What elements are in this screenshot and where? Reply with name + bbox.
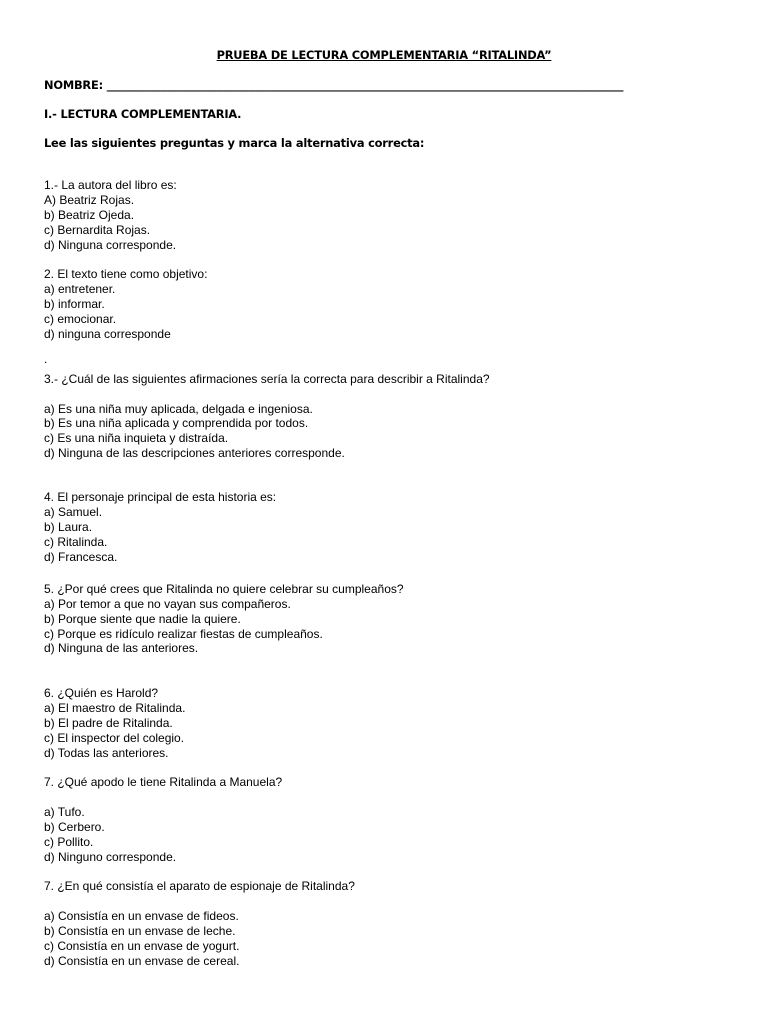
option-a: a) entretener. bbox=[44, 282, 116, 296]
option-a: a) Es una niña muy aplicada, delgada e ingeniosa. bbox=[44, 402, 313, 416]
option-b: b) informar. bbox=[44, 297, 105, 311]
option-c: c) El inspector del colegio. bbox=[44, 731, 185, 745]
option-a: a) El maestro de Ritalinda. bbox=[44, 701, 186, 715]
option-c: c) Ritalinda. bbox=[44, 535, 108, 549]
option-a: a) Consistía en un envase de fideos. bbox=[44, 909, 239, 923]
name-field-line: NOMBRE: ______________________________________________________________________________________________ bbox=[44, 78, 624, 92]
option-b: b) Es una niña aplicada y comprendida por todos. bbox=[44, 416, 309, 430]
option-d: d) Consistía en un envase de cereal. bbox=[44, 954, 240, 968]
option-d: d) ninguna corresponde bbox=[44, 327, 171, 341]
option-a: a) Samuel. bbox=[44, 505, 103, 519]
question-text: 4. El personaje principal de esta historia es: bbox=[44, 490, 277, 504]
option-d: d) Ninguno corresponde. bbox=[44, 850, 177, 864]
option-c: c) emocionar. bbox=[44, 312, 117, 326]
option-c: c) Pollito. bbox=[44, 835, 94, 849]
document-title: PRUEBA DE LECTURA COMPLEMENTARIA “RITALINDA” bbox=[216, 48, 552, 62]
option-b: b) Consistía en un envase de leche. bbox=[44, 924, 236, 938]
option-d: d) Francesca. bbox=[44, 550, 118, 564]
stray-mark: . bbox=[44, 352, 48, 366]
option-b: b) Cerbero. bbox=[44, 820, 105, 834]
option-c: c) Bernardita Rojas. bbox=[44, 223, 151, 237]
section-heading: I.- LECTURA COMPLEMENTARIA. bbox=[44, 107, 242, 121]
question-text: 5. ¿Por qué crees que Ritalinda no quiere celebrar su cumpleaños? bbox=[44, 582, 404, 596]
question-text: 7. ¿Qué apodo le tiene Ritalinda a Manuela? bbox=[44, 775, 283, 789]
instructions: Lee las siguientes preguntas y marca la alternativa correcta: bbox=[44, 136, 425, 150]
option-c: c) Es una niña inquieta y distraída. bbox=[44, 431, 229, 445]
question-text: 1.- La autora del libro es: bbox=[44, 178, 177, 192]
option-a: a) Tufo. bbox=[44, 805, 85, 819]
option-c: c) Porque es ridículo realizar fiestas de cumpleaños. bbox=[44, 627, 323, 641]
option-c: c) Consistía en un envase de yogurt. bbox=[44, 939, 240, 953]
option-b: b) Beatriz Ojeda. bbox=[44, 208, 135, 222]
option-b: b) Laura. bbox=[44, 520, 93, 534]
question-text: 3.- ¿Cuál de las siguientes afirmaciones sería la correcta para describir a Ritalinda? bbox=[44, 372, 490, 386]
option-d: d) Todas las anteriores. bbox=[44, 746, 169, 760]
option-d: d) Ninguna corresponde. bbox=[44, 238, 177, 252]
option-a: a) Por temor a que no vayan sus compañeros. bbox=[44, 597, 291, 611]
option-a: A) Beatriz Rojas. bbox=[44, 193, 135, 207]
question-text: 7. ¿En qué consistía el aparato de espionaje de Ritalinda? bbox=[44, 879, 355, 893]
question-text: 6. ¿Quién es Harold? bbox=[44, 686, 159, 700]
option-d: d) Ninguna de las descripciones anteriores corresponde. bbox=[44, 446, 345, 460]
option-b: b) El padre de Ritalinda. bbox=[44, 716, 173, 730]
question-text: 2. El texto tiene como objetivo: bbox=[44, 267, 208, 281]
option-d: d) Ninguna de las anteriores. bbox=[44, 641, 199, 655]
option-b: b) Porque siente que nadie la quiere. bbox=[44, 612, 241, 626]
